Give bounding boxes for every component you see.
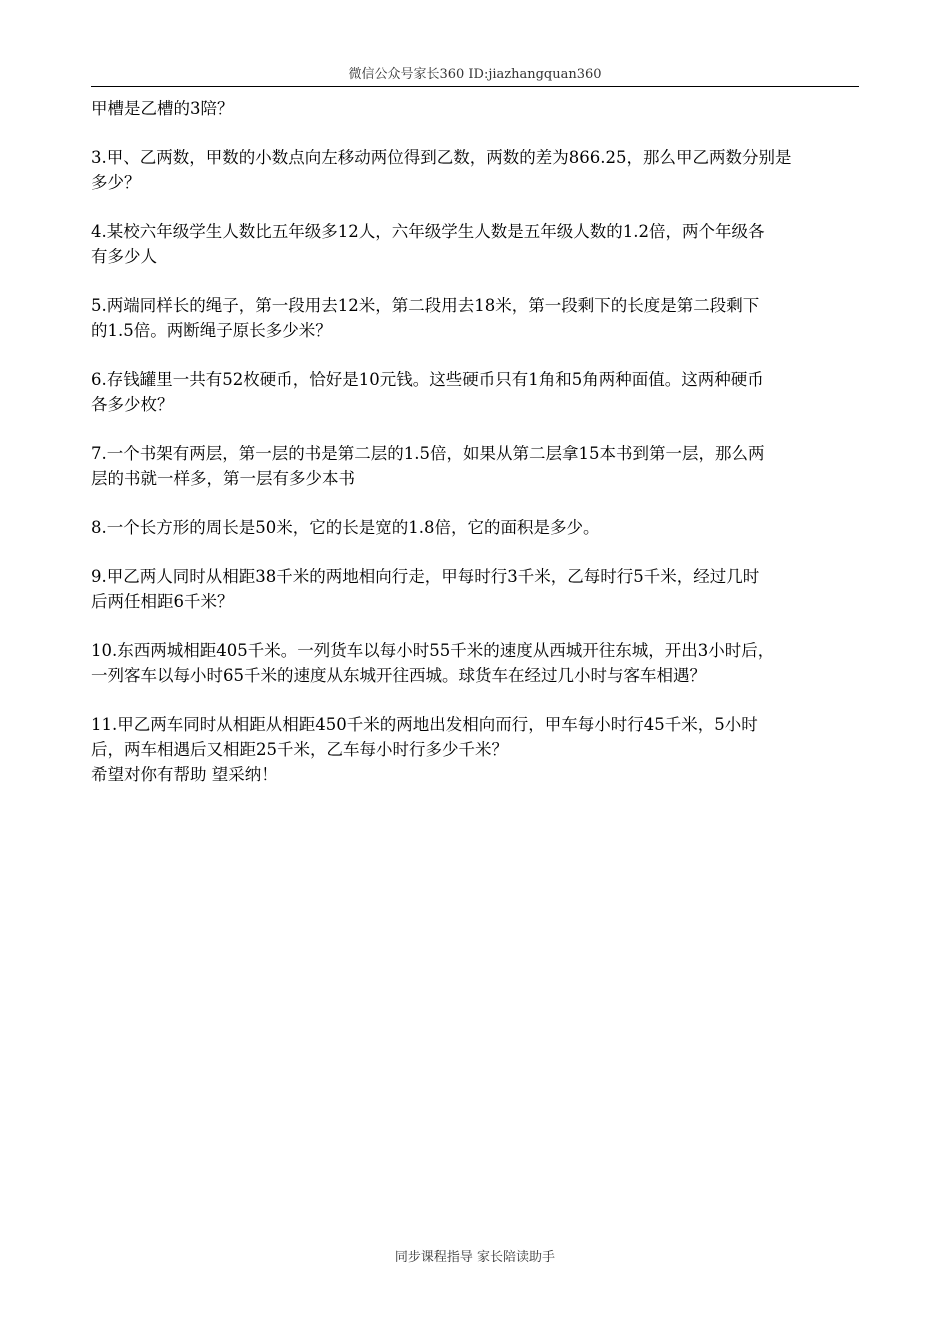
closing-line: 希望对你有帮助 望采纳！ [91, 765, 278, 784]
paragraph-gap [91, 343, 861, 367]
question-7-line-1: 7.一个书架有两层，第一层的书是第二层的1.5倍，如果从第二层拿15本书到第一层，那么两 [91, 444, 765, 463]
paragraph-gap [91, 491, 861, 515]
question-9-line-1: 9.甲乙两人同时从相距38千米的两地相向行走，甲每时行3千米，乙每时行5千米，经过几时 [91, 567, 760, 586]
question-10-line-2: 一列客车以每小时65千米的速度从东城开往西城。球货车在经过几小时与客车相遇？ [91, 666, 706, 685]
paragraph-gap [91, 688, 861, 712]
question-5-line-2: 的1.5倍。两断绳子原长多少米？ [91, 321, 332, 340]
document-body [91, 96, 861, 787]
question-4-line-2: 有多少人 [91, 247, 157, 266]
question-11-line-2: 后，两车相遇后又相距25千米，乙车每小时行多少千米？ [91, 740, 508, 759]
question-5-line-1: 5.两端同样长的绳子，第一段用去12米，第二段用去18米，第一段剩下的长度是第二段剩下 [91, 296, 760, 315]
question-4-line-1: 4.某校六年级学生人数比五年级多12人，六年级学生人数是五年级人数的1.2倍，两个年级各 [91, 222, 765, 241]
question-11-line-1: 11.甲乙两车同时从相距从相距450千米的两地出发相向而行，甲车每小时行45千米，5小时 [91, 715, 758, 734]
paragraph-gap [91, 614, 861, 638]
paragraph-gap [91, 269, 861, 293]
question-8-line-1: 8.一个长方形的周长是50米，它的长是宽的1.8倍，它的面积是多少。 [91, 518, 600, 537]
paragraph-gap [91, 121, 861, 145]
page-footer: 同步课程指导 家长陪读助手 [394, 1250, 556, 1265]
question-3-line-2: 多少？ [91, 173, 141, 192]
paragraph-gap [91, 417, 861, 441]
paragraph-gap [91, 540, 861, 564]
header-divider [91, 86, 859, 87]
question-7-line-2: 层的书就一样多，第一层有多少本书 [91, 469, 355, 488]
continuation-line: 甲槽是乙槽的3陪？ [91, 99, 234, 118]
question-9-line-2: 后两任相距6千米？ [91, 592, 234, 611]
paragraph-gap [91, 195, 861, 219]
question-6-line-1: 6.存钱罐里一共有52枚硬币，恰好是10元钱。这些硬币只有1角和5角两种面值。这两种硬币 [91, 370, 764, 389]
question-3-line-1: 3.甲、乙两数，甲数的小数点向左移动两位得到乙数，两数的差为866.25，那么甲乙两数分别是 [91, 148, 792, 167]
page-header: 微信公众号家长360 ID:jiazhangquan360 [348, 67, 602, 82]
question-10-line-1: 10.东西两城相距405千米。一列货车以每小时55千米的速度从西城开往东城，开出3小时后， [91, 641, 775, 660]
question-6-line-2: 各多少枚？ [91, 395, 174, 414]
